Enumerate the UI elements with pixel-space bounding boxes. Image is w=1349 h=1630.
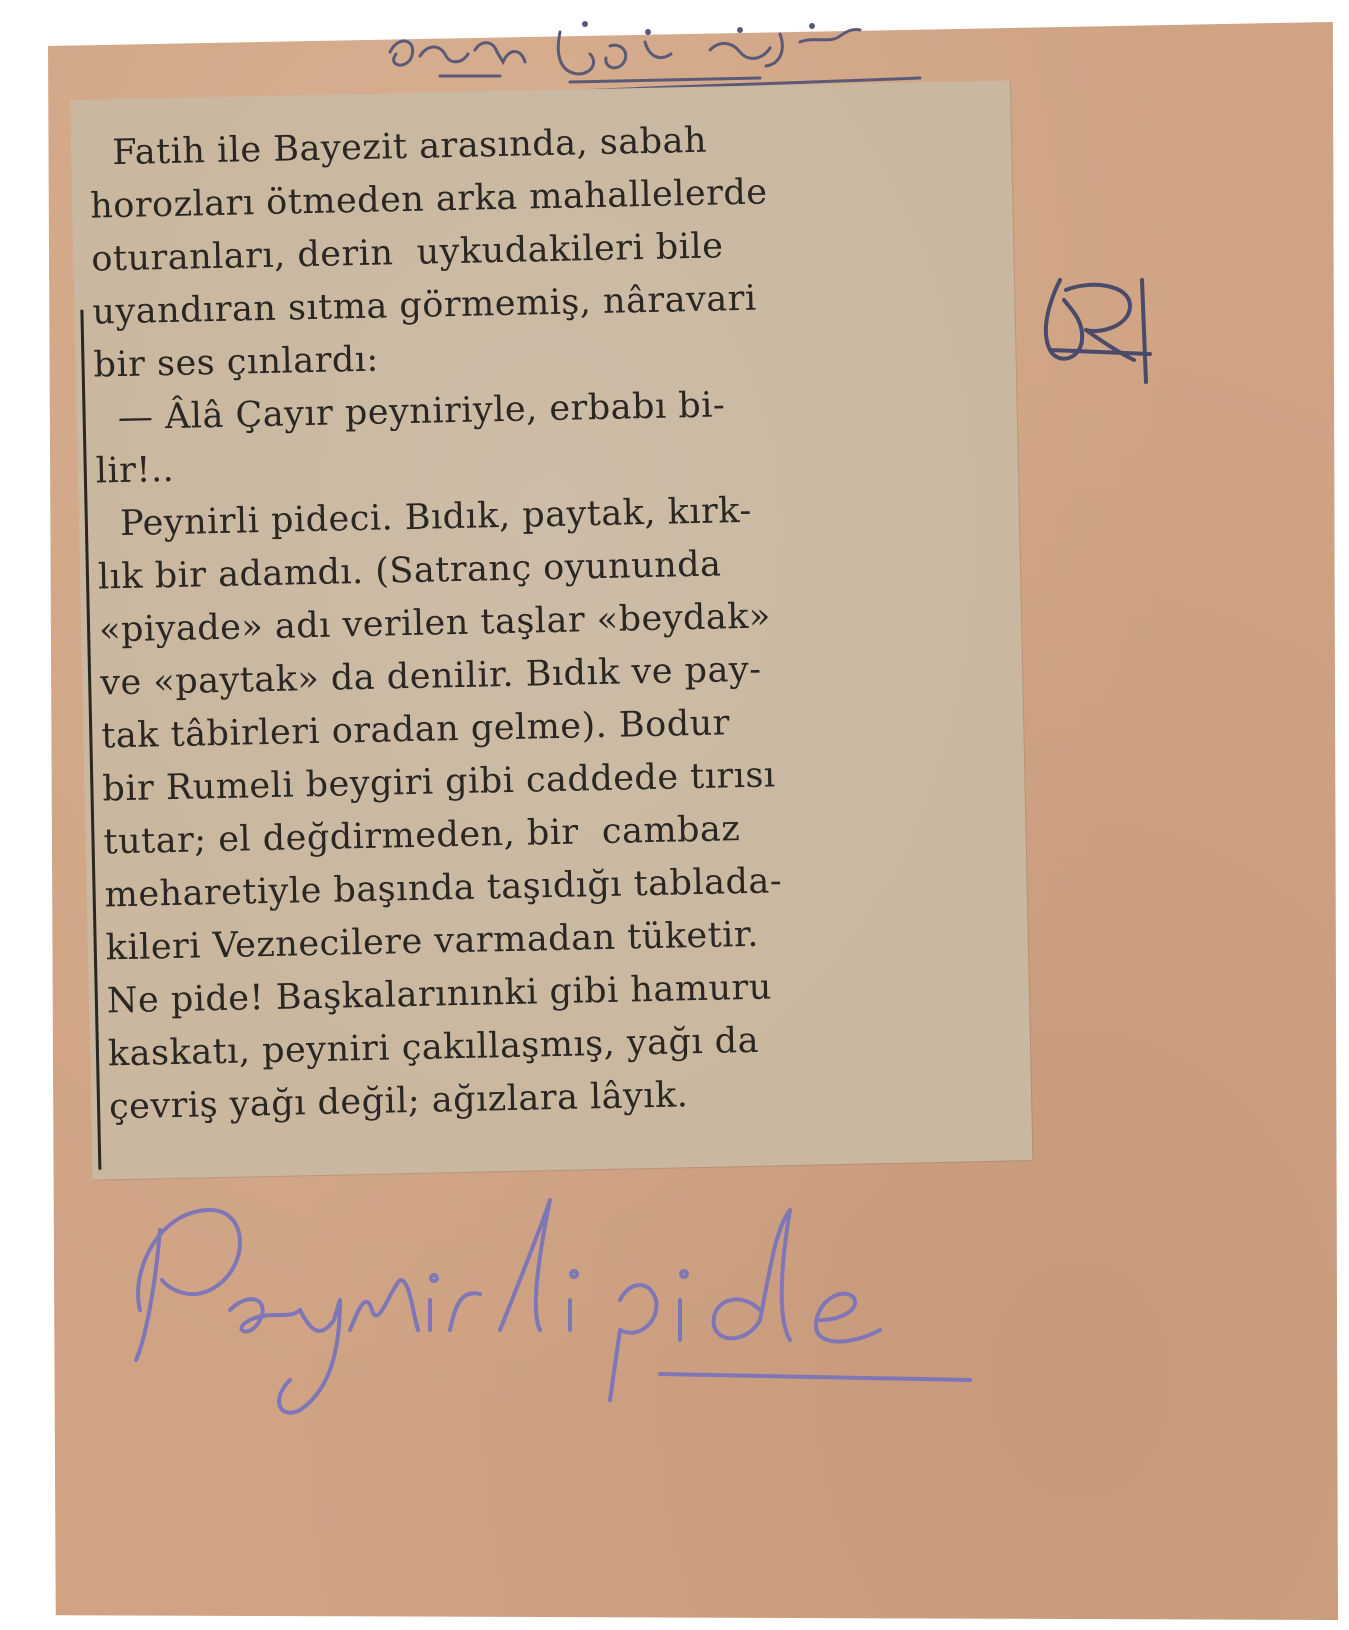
article-line: Fatih ile Bayezit arasında, sabah xyxy=(88,120,708,174)
article-line: — Âlâ Çayır peyniriyle, erbabı bi- xyxy=(94,385,726,439)
article-line: uyandıran sıtma görmemiş, nâravari xyxy=(92,278,757,333)
article-line: Ne pide! Başkalarınınki gibi hamuru xyxy=(106,967,773,1022)
margin-mark-r xyxy=(1030,270,1160,390)
article-line: horozları ötmeden arka mahallelerde xyxy=(89,172,768,227)
article-line: lık bir adamdı. (Satranç oyununda xyxy=(97,544,722,598)
article-line: çevriş yağı değil; ağızlara lâyık. xyxy=(108,1075,689,1128)
article-line: bir ses çınlardı: xyxy=(93,339,380,386)
article-line: ve «paytak» da denilir. Bıdık ve pay- xyxy=(99,649,762,704)
article-line: kileri Veznecilere varmadan tüketir. xyxy=(105,914,760,969)
article-line: meharetiyle başında taşıdığı tablada- xyxy=(104,861,783,916)
article-line: «piyade» adı verilen taşlar «beydak» xyxy=(98,596,772,651)
article-text xyxy=(89,109,1010,1135)
article-line: oturanları, derin uykudakileri bile xyxy=(90,226,724,280)
newspaper-clipping xyxy=(70,80,1032,1179)
article-line: tutar; el değdirmeden, bir cambaz xyxy=(103,809,741,863)
article-line: lir!.. xyxy=(95,449,175,492)
article-line: kaskatı, peyniri çakıllaşmış, yağı da xyxy=(107,1020,760,1075)
article-line: tak tâbirleri oradan gelme). Bodur xyxy=(100,703,731,757)
article-line: bir Rumeli beygiri gibi caddede tırısı xyxy=(102,755,776,810)
article-line: Peynirli pideci. Bıdık, paytak, kırk- xyxy=(96,490,753,545)
handwritten-title xyxy=(100,1170,980,1430)
